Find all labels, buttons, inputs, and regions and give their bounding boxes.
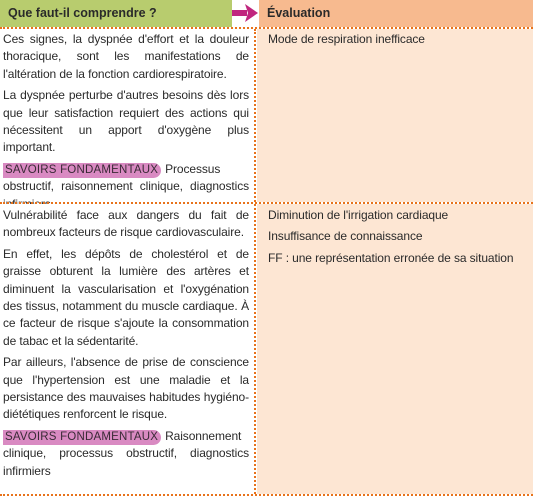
header-evaluation [259, 0, 533, 27]
savoirs-text: Raisonnement clinique, processus obstructif, diagnostics infirmiers [3, 428, 249, 478]
row-1-evaluation-text [268, 31, 528, 52]
row-2-evaluation-text [268, 207, 528, 271]
row-1-evaluation-cell [257, 29, 533, 202]
paragraph: En effet, les dépôts de cholestérol et de graisse obturent la lumière des artères et diminuent la vascularisation et l'oxygénation des tissus, notamment du muscle cardiaque. À ce facteur de risque s'ajoute la consommation de tabac et la sédentarité. [3, 246, 249, 348]
table-header [0, 0, 533, 27]
row-divider [0, 494, 533, 496]
header-understand-title: Que faut-il comprendre ? [8, 6, 157, 20]
paragraph: Ces signes, la dyspnée d'effort et la douleur thoracique, sont les manifestations de l'altération de la fonction cardiorespiratoire. [3, 32, 249, 81]
savoirs-badge: SAVOIRS FONDAMENTAUX [3, 163, 161, 178]
header-understand [0, 0, 232, 27]
row-2-understand-text [3, 207, 249, 484]
paragraph: La dyspnée perturbe d'autres besoins dès lors que leur satisfaction requiert des actions qui nécessitent un apport d'oxygène plus important. [3, 88, 249, 155]
column-divider [254, 29, 256, 202]
evaluation-item: Mode de respiration inefficace [268, 32, 425, 46]
evaluation-item: Diminution de l'irrigation cardiaque [268, 208, 449, 222]
paragraph: Vulnérabilité face aux dangers du fait de nombreux facteurs de risque cardiovasculaire. [3, 208, 249, 240]
table-row [0, 29, 533, 202]
column-divider [254, 204, 256, 494]
arrow-right-icon [232, 3, 259, 23]
header-evaluation-title: Évaluation [267, 6, 331, 20]
savoirs-paragraph [3, 428, 249, 480]
savoirs-badge: SAVOIRS FONDAMENTAUX [3, 430, 161, 445]
evaluation-item: Insuffisance de connaissance [268, 229, 423, 244]
row-1-understand-text [3, 31, 249, 217]
savoirs-text: Processus obstructif, raisonnement clinique, diagnostics [3, 161, 249, 194]
table-row [0, 204, 533, 494]
evaluation-item: FF : une représentation erronée de sa situation [268, 250, 514, 265]
paragraph: Par ailleurs, l'absence de prise de conscience que l'hypertension est une maladie et la persistance des mauvaises habitudes hygiéno-diététiques renforcent le risque. [3, 355, 249, 422]
